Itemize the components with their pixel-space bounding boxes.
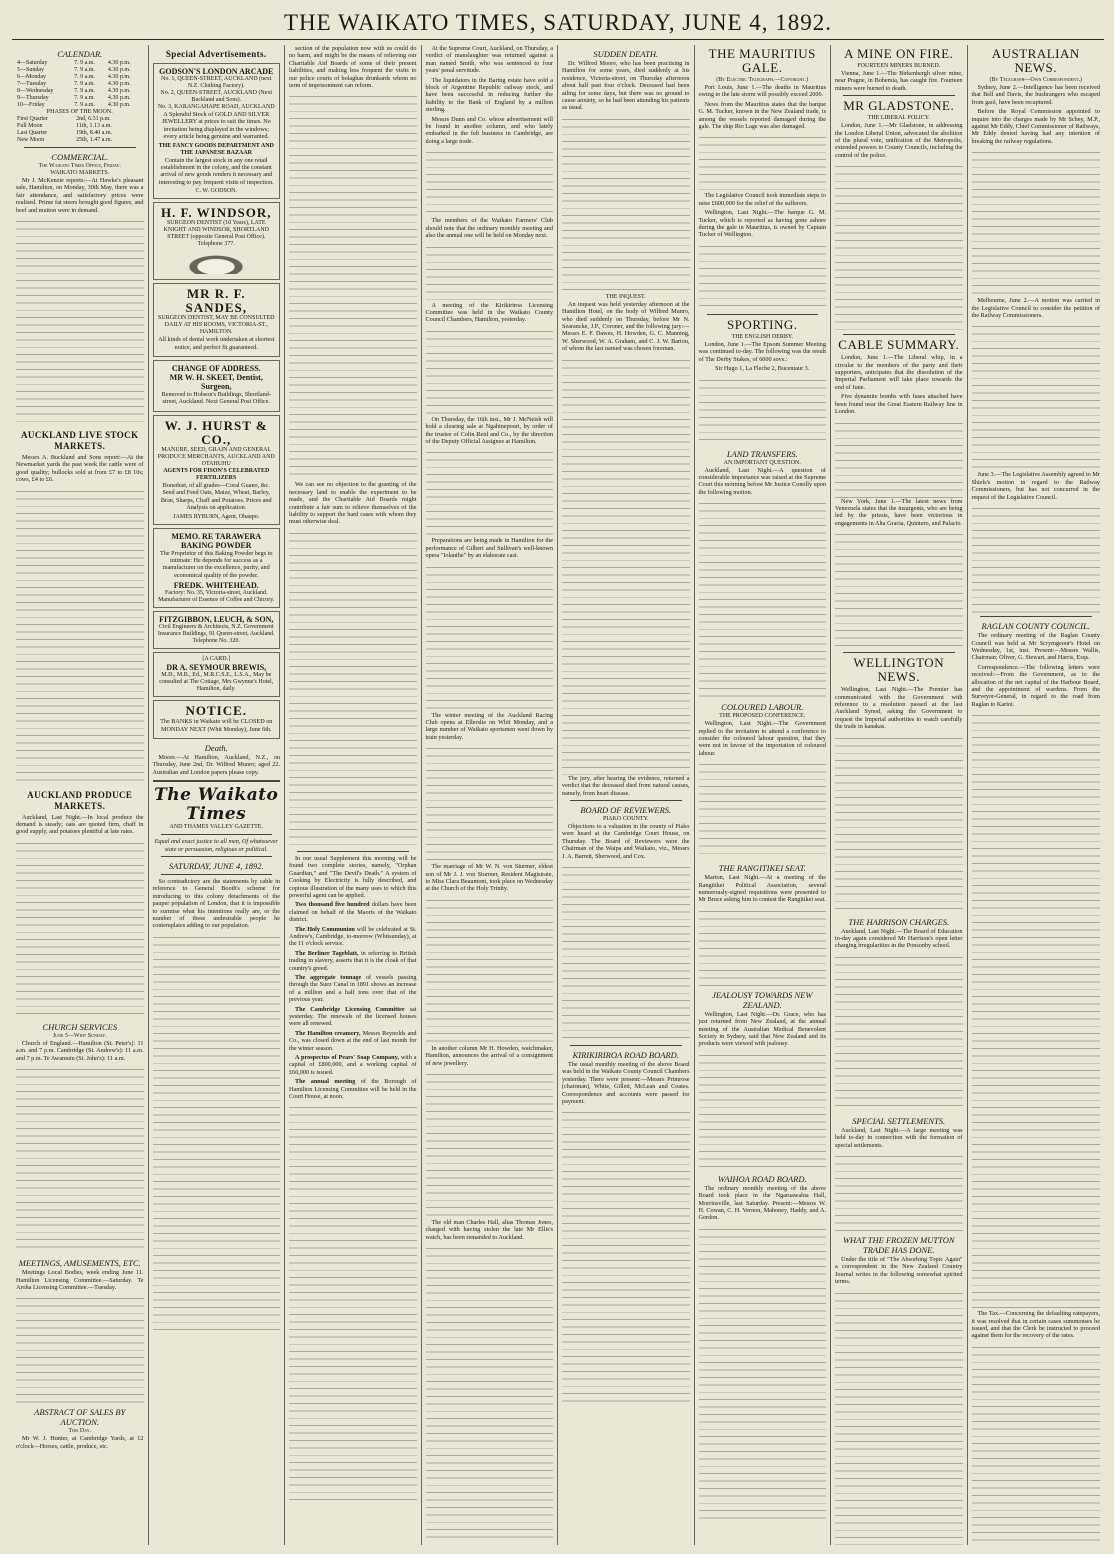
mine-fire-heading: A MINE ON FIRE. [844, 46, 954, 61]
calendar-cell: 4.30 p.m. [107, 81, 131, 87]
para-8-text: of the Borough of Hamilton Licensing Committee will be held in the Court House, at noon. [289, 1078, 417, 1101]
text-block [835, 1151, 963, 1231]
kirikiriroa-text: The usual monthly meeting of the above Board was held in the Waikato County Council Chambers yesterday. There were present:—Messrs Primrose (chairman), White, Gillett, McLean and Coates. Correspondence and accounts were passed for payment. [562, 1060, 690, 1105]
windsor-ad [153, 202, 281, 280]
news-j: In another column Mr H. Howden, watchmaker, Hamilton, announces the arrival of a consignment of new jewellery. [425, 1044, 553, 1067]
tarawera-title: MEMO. RE TARAWERA BAKING POWDER [171, 531, 262, 550]
fitzgibbon-ad [153, 611, 281, 649]
news-c: Messrs Dunn and Co. whose advertisement will be found in another column, and who lately embarked in the felt business in Cambridge, are doing a large trade. [425, 115, 553, 145]
moon-table [16, 116, 144, 144]
editorial-cont-b: We can see no objection to the granting of the necessary land to enable the experiment to be made, and the Charitable Aid Boards might contribute a fair sum to relieve themselves of the liability to support the hard cases with whom they must otherwise deal. [289, 481, 417, 526]
coloured-sub: THE PROPOSED CONFERENCE. [719, 713, 806, 720]
text-block [835, 418, 963, 498]
text-block [16, 1064, 144, 1254]
derby-text: London, June 1.—The Epsom Summer Meeting was continued to-day. The following was the result of The Derby Stakes, of 6000 sovs.: [698, 340, 826, 363]
ryburn: JAMES RYBURN, Agent, Ohaupo. [173, 513, 260, 520]
calendar-table [16, 60, 144, 109]
calendar-cell: 7. 9 a.m. [74, 95, 95, 101]
special-settlements-heading: SPECIAL SETTLEMENTS. [852, 1115, 946, 1126]
godson-address: No. 1, QUEEN-STREET, AUCKLAND (next N.Z. Clothing Factory). [161, 76, 272, 89]
sudden-death-heading: SUDDEN DEATH. [593, 49, 659, 59]
hurst-agents: AGENTS FOR FISON'S CELEBRATED FERTILIZERS [163, 467, 270, 481]
fancy-goods: THE FANCY GOODS DEPARTMENT AND THE JAPANESE BAZAAR [158, 142, 274, 156]
gladstone-text: London, June 1.—Mr Gladstone, in addressing the London Liberal Union, advocated the abolition of the plural vote, unification of the Metropolis, extended powers to County Councils, including the control of the police. [835, 122, 963, 159]
australian-news-source: (By Telegraph—Own Correspondent.) [989, 77, 1082, 83]
rangitikei-heading: THE RANGITIKEI SEAT. [718, 863, 806, 874]
godson-no3: No. 3, KARANGAHAPE ROAD, AUCKLAND [157, 104, 275, 110]
fitzgibbon-name: FITZGIBBON, LEUCH, & SON, [159, 615, 274, 625]
reviewers-text: Objections to a valuation in the county of Piako were heard at the Cambridge Court House, on Thursday. The Board of Reviewers were the Chairman of the Waipa and Waikato, viz., Messrs J. A. Barrett, Sherwood, and Cox. [562, 822, 690, 860]
windsor-name: H. F. WINDSOR, [161, 205, 272, 221]
para-3-lead: The Berliner Tageblatt, [295, 949, 359, 957]
paper-subtitle: AND THAMES VALLEY GAZETTE. [169, 824, 263, 831]
coloured-text: Wellington, Last Night.—The Government replied to the invitation to attend a conference to consider the coloured labour question, that they were not in favour of the importation of coloured labour. [698, 720, 826, 757]
moon-row [16, 116, 144, 123]
text-block [835, 1288, 963, 1545]
card-label: [A CARD.] [202, 656, 231, 663]
column-4 [422, 45, 559, 1545]
editorial-cont-a: section of the population now with us could do no harm, and might be the means of relieving our Charitable Aid Boards of some of their present liabilities, and making less frequent the visits to our police courts of bolaghas drunkards whom no term of imprisonment can reform. [289, 45, 417, 90]
para-2 [289, 926, 417, 948]
cable-text-c: New York, June 1.—The latest news from Venezuela states that the insurgents, who are being led by the priests, have been victorious in engagements in Alta Gracia, Quintero, and Palacio. [835, 497, 963, 527]
hurst-name: W. J. HURST & CO., [164, 417, 268, 447]
news-d: The members of the Waikato Farmers' Club should note that the ordinary monthly meeting and also the annual one will be held on Monday next. [425, 217, 553, 240]
calendar-cell: 7. 9 a.m. [74, 60, 95, 66]
editorial-text: So contradictory are the statements by cable in reference to General Booth's scheme for introducing to this colony detachments of the pauper population of London, that it is impossible to surmise what his intentions really are, or the number of these undesirable people he contemplates adding to our population. [152, 877, 280, 930]
moon-cell: Last Quarter [17, 130, 48, 136]
moon-heading: PHASES OF THE MOON. [46, 109, 113, 115]
text-block [972, 321, 1101, 471]
moon-cell: 11th, 1.13 a.m. [76, 123, 112, 129]
text-block [16, 216, 144, 426]
calendar-cell: 7. 9 a.m. [74, 102, 95, 108]
text-block [289, 91, 417, 481]
mine-fire-sub: FOURTEEN MINERS BURNED. [857, 63, 941, 69]
cable-text-a: London, June 1.—The Liberal whip, in a circular to the members of the party and their supporters, anticipates that the dissolution of the Imperial Parliament will take place towards the end of June. [835, 354, 963, 391]
coloured-heading: COLOURED LABOUR. [721, 702, 804, 713]
text-block [562, 862, 690, 1042]
text-block [699, 498, 827, 698]
para-6 [289, 1030, 417, 1052]
frozen-mutton-heading: WHAT THE FROZEN MUTTON TRADE HAS DONE. [842, 1235, 955, 1255]
text-block [835, 161, 963, 331]
para-1-text: dollars have been claimed on behalf of the Maoris of the Waikato district. [289, 901, 417, 924]
fitzgibbon-sub: Civil Engineers & Architects, N.Z. Government Insurance Buildings, 91 Queen-street, Auckland. Telephone No. 320. [157, 624, 275, 645]
death-text: Moore.—At Hamilton, Auckland, N.Z., on Thursday, June 2nd, Dr. Wilfred Munro; aged 22. Australian and London papers please copy. [152, 753, 280, 776]
moon-cell: 25th, 1.47 a.m. [76, 137, 113, 143]
news-i: The marriage of Mr W. N. von Sturmer, eldest son of Mr J. J. von Sturmer, Resident Magistrate, to Miss Clara Beaumont, took place on Wednesday at the Church of the Holy Trinity. [425, 863, 553, 893]
calendar-cell: 4—Saturday [17, 60, 48, 66]
text-block [835, 529, 963, 649]
church-sub: June 5—Whit Sunday. [52, 1032, 107, 1039]
column-7 [831, 45, 968, 1545]
para-4-text: of vessels passing through the Suez Canal in 1891 shows an increase of a million and a half tons over that of the previous year. [289, 973, 417, 1004]
commercial-sub: The Waikato Times Office, Friday. [38, 163, 121, 169]
notice-text: The BANKS in Waikato will be CLOSED on MONDAY NEXT (Whit Monday), June 6th. [160, 718, 273, 733]
derby-heading: THE ENGLISH DERBY. [731, 333, 793, 340]
para-1 [289, 901, 417, 923]
text-block [699, 906, 827, 986]
moon-cell: 19th, 8.40 a.m. [76, 130, 113, 136]
para-6-text: Messrs Reynolds and Co., was closed down at the end of last month for the winter season. [289, 1029, 417, 1052]
calendar-cell: 7. 9 a.m. [74, 88, 95, 94]
para-5-lead: The Cambridge Licensing Committee [295, 1005, 405, 1013]
para-8-lead: The annual meeting [295, 1078, 356, 1086]
para-7-lead: A prospectus of Pears' Soap Company, [295, 1054, 399, 1062]
para-4-lead: The aggregate tonnage [295, 973, 362, 981]
calendar-row [16, 67, 144, 74]
masthead: THE WAIKATO TIMES, SATURDAY, JUNE 4, 1892. [12, 8, 1104, 40]
australian-b: Before the Royal Commission appointed to inquire into the charges made by Mr Schey, M.P., against Mr Eddy, Chief Commissioner of Railways, Mr Eddy denied having had any intention of breaking the railway regulations. [971, 108, 1100, 145]
godson-signature: C. W. GODSON. [195, 188, 237, 195]
land-sub: AN IMPORTANT QUESTION. [723, 459, 801, 466]
notice-ad [153, 700, 281, 739]
commercial-heading: COMMERCIAL. [51, 152, 109, 162]
sandes-ad [153, 283, 281, 357]
text-block [562, 114, 690, 294]
text-block [972, 1342, 1101, 1545]
para-5-text: sat yesterday. The renewals of the licensed houses were all renewed. [289, 1005, 417, 1028]
calendar-cell: 8—Wednesday [17, 88, 54, 94]
paper-motto: Equal and exact justice to all men, Of whatsoever state or persuasion, religious or political. [154, 838, 278, 853]
inquest-verdict: The jury, after hearing the evidence, returned a verdict that the deceased died from natural causes, namely, from heart disease. [562, 774, 690, 797]
mauritius-c: The Legislative Council took immediate steps to raise £600,000 for the relief of the sufferers. [698, 192, 826, 207]
kirikiriroa-heading: KIRIKIRIROA ROAD BOARD. [572, 1049, 679, 1060]
mauritius-d: Wellington, Last Night.—The barque G. M. Tucker, which is reported as having gone ashore during the gale in Mauritius, is owned by Captain Tucker of Wellington. [698, 209, 826, 239]
church-text: Church of England.—Hamilton (St. Peter's): 11 a.m. and 7 p.m. Cambridge (St. Andrew's): 11 a.m. and 7 p.m. Te Awamutu (St. John's): 11 a.m. [16, 1039, 144, 1062]
godson-no2: No. 2, QUEEN-STREET, AUCKLAND (Next Buckland and Sons). [160, 90, 273, 103]
text-block [699, 132, 827, 192]
calendar-cell: 4.30 p.m. [107, 74, 131, 80]
raglan-text-2: Correspondence.—The following letters were received:—From the Government, as to the allocation of the net capital of the Harbour Board, and the appointment of wardens. From the Surveyor-General, in regard to the road from Raglan to Karioi. [971, 663, 1100, 708]
text-block [16, 486, 144, 786]
auckland-produce-text: Auckland, Last Night.—In local produce the demand is steady; oats are quoted firm, chaff in good supply, and potatoes plentiful at late rates. [16, 813, 144, 836]
text-block [426, 147, 554, 217]
change-address: CHANGE OF ADDRESS. [171, 364, 261, 374]
hurst-ad [153, 415, 281, 525]
text-block [562, 1107, 690, 1407]
raglan-text-3: The Tax.—Concerning the defaulting ratepayers, it was resolved that in certain cases summonses be issued, and that the Clerk be instructed to proceed against them for the recovery of the rates. [971, 1310, 1100, 1340]
australian-d: June 3.—The Legislative Assembly agreed to Mr Shiels's motion in regard to the Railway Commissioners, but has not concurred in the request of the Legislative Council. [971, 471, 1100, 501]
meetings-text: Meetings Local Bodies, week ending June 11. Hamilton Licensing Committee.—Saturday. Te Aroha Licensing Committee.—Tuesday. [16, 1269, 144, 1291]
calendar-row [16, 95, 144, 102]
moon-row [16, 137, 144, 144]
wellington-text: Wellington, Last Night.—The Premier has communicated with the Government with reference to a resolution passed at the last Auckland Synod, asking the Government to request the Imperial authorities to watch carefully the trade in kanakas. [835, 686, 963, 731]
para-1-lead: Two thousand five hundred [295, 901, 370, 909]
moon-cell: First Quarter [17, 116, 48, 122]
raglan-text: The ordinary meeting of the Raglan County Council was held at Mr Scrymgeour's Hotel on Wednesday, 1st, inst. Present:—Messrs Wallis, Chairman; Oliver, G. Stewart, and Harris, Esqs. [971, 632, 1100, 662]
special-ads-heading: Special Advertisements. [165, 49, 267, 59]
calendar-cell: 7. 9 a.m. [74, 74, 95, 80]
mine-fire-text: Vienna, June 1.—The Birkenbergh silver mine, near Pragne, in Bohemia, has caught fire. Fourteen miners were burned to death. [835, 70, 963, 92]
calendar-row [16, 102, 144, 109]
calendar-cell: 10—Friday [17, 102, 45, 108]
para-7 [289, 1054, 417, 1076]
tarawera-text: The Proprietor of this Baking Powder begs to intimate: He depends for success as a manufacturer on the excellence, purity, and economical quality of the powder. [159, 549, 273, 579]
hurst-text: Bonedust, of all grades—Coral Guano, &c. Seed and Feed Oats, Maize, Wheat, Barley, Bran, Sharps, Chaff and Potatoes. Prices and Analysis on application. [160, 481, 272, 512]
sudden-death-text: Dr. Wilfred Moore, who has been practising in Hamilton for some years, died suddenly at his residence, Victoria-street, on Thursday afternoon about half past four o'clock. Deceased had been ailing for some days, but there was no ground to cause anxiety, so he had been attending his patients as usual. [562, 60, 690, 112]
mauritius-b: News from the Mauritius states that the barque G. M. Tucker, known in the New Zealand trade, is among the vessels reported damaged during the gale. The ship Rio Lage was also damaged. [698, 100, 826, 131]
harrison-text: Auckland, Last Night.—The Board of Education to-day again considered Mr Harrison's open letter charging irregularities in the Ponsonby school. [835, 927, 963, 950]
tarawera-ad [153, 528, 281, 609]
calendar-cell: 7—Tuesday [17, 81, 47, 87]
sandes-sub: SURGEON DENTIST, MAY BE CONSULTED DAILY AT HIS ROOMS, VICTORIA-ST., HAMILTON. [158, 315, 275, 336]
sandes-name: MR R. F. SANDES, [185, 286, 248, 316]
gladstone-sub: THE LIBERAL POLICY. [867, 115, 930, 122]
abstract-heading: ABSTRACT OF SALES BY AUCTION. [34, 1407, 126, 1428]
columns [12, 45, 1104, 1545]
text-block [562, 355, 690, 775]
news-g: Preparations are being made in Hamilton for the performance of Gilbert and Sullivan's well-known opera "Iolanthe" by an elaborate cast. [425, 537, 553, 560]
para-3 [289, 950, 417, 972]
gladstone-heading: MR GLADSTONE. [843, 98, 955, 114]
column-5 [558, 45, 695, 1545]
australian-news-heading: AUSTRALIAN NEWS. [991, 46, 1080, 75]
brewis-name: DR A. SEYMOUR BREWIS, [166, 663, 267, 673]
para-4 [289, 974, 417, 1004]
australian-c: Melbourne, June 2.—A motion was carried in the Legislative Council to consider the petition of the Railway Commissioners. [971, 297, 1100, 320]
calendar-cell: 4.30 p.m. [107, 95, 131, 101]
text-block [835, 952, 963, 1112]
news-h: The winter meeting of the Auckland Racing Club opens at Ellerslie on Whit Monday, and a large number of Waikato sportsmen went down by train yesterday. [425, 711, 553, 741]
text-block [426, 447, 554, 537]
calendar-cell: 4.30 p.m. [107, 88, 131, 94]
calendar-row [16, 60, 144, 67]
godson-ad [153, 63, 281, 199]
jealousy-text: Wellington, Last Night.—Dr. Grace, who has just returned from New Zealand, at the annual meeting of the Australian Medical Benevolent Society in Sydney, said that New Zealand and its products were viewed with jealousy. [698, 1010, 826, 1048]
windsor-sub: SURGEON DENTIST (10 Years), LATE KNIGHT AND WINDSOR, SHORTLAND STREET (opposite General Post Office). Telephone 377. [163, 220, 269, 248]
calendar-cell: 9—Thursday [17, 95, 49, 101]
land-heading: LAND TRANSFERS. [726, 448, 798, 459]
text-block [699, 1224, 827, 1524]
supplement-text: In our usual Supplement this morning will be found two complete stories, namely, "Orphan Guardian," and "The Devil's Death." A system of Cooking by Electricity is fully described, and copious illustration of the many uses to which this powerful agent can be applied. [289, 854, 417, 899]
reviewers-heading: BOARD OF REVIEWERS. [580, 804, 672, 815]
mauritius-a: Port Louis, June 1.—The deaths in Mauritius owing to the late storm will possibly exceed 2000. [698, 84, 826, 99]
calendar-cell: 7. 9 a.m. [74, 81, 95, 87]
godson-name: GODSON'S LONDON ARCADE [159, 67, 274, 76]
text-block [972, 503, 1101, 613]
mauritius-heading: THE MAURITIUS GALE. [708, 46, 816, 75]
calendar-row [16, 74, 144, 81]
text-block [835, 733, 963, 913]
calendar-cell: 4.30 p.m. [107, 60, 131, 66]
moon-cell: Full Moon [17, 123, 43, 129]
skeet-name: MR W. H. SKEET, Dentist, Surgeon, [169, 373, 263, 392]
moon-cell: 2nd, 6.31 p.m. [76, 116, 111, 122]
inquest-heading: THE INQUEST. [605, 293, 646, 300]
special-settlements-text: Auckland, Last Night.—A large meeting was held to-day in connection with the formation of special settlements. [835, 1126, 963, 1149]
text-block [426, 1243, 554, 1543]
land-text: Auckland, Last Night.—A question of considerable importance was raised at the Supreme Court this morning before Mr Justice Conolly upon the following motion. [698, 466, 826, 496]
calendar-cell: 4.30 p.m. [107, 102, 131, 108]
inquest-text: An inquest was held yesterday afternoon at the Hamilton Hotel, on the body of Wilfred Munro, who died suddenly on Thursday, before Mr N. Searancke, J.P., Coroner, and the following jury:—Messrs E. F. Dawes, H. Howden, G. C. Manning, W. Sherwood, W. A. Graham, and C. J. W. Barton, of whom the last named was chosen foreman. [562, 300, 690, 353]
para-8 [289, 1078, 417, 1100]
text-block [426, 562, 554, 712]
brewis-text: M.D., M.B., Ed., M.R.C.S.E., L.S.A., May be consulted at The Cottage, Mrs Gwynne's Hotel, Hamilton, daily. [159, 672, 274, 693]
notice-title: NOTICE. [185, 703, 248, 719]
text-block [426, 242, 554, 302]
moon-row [16, 123, 144, 130]
raglan-heading: RAGLAN COUNTY COUNCIL. [981, 621, 1090, 632]
calendar-row [16, 81, 144, 88]
derby-result: Sir Hugo 1, La Fleche 2, Bucentaur 3. [715, 365, 810, 373]
abstract-sub: This Day. [68, 1428, 92, 1435]
australian-a: Sydney, June 2.—Intelligence has been received that Bell and Davis, the bushrangers who escaped from gaol, have been recaptured. [971, 84, 1100, 106]
text-block [16, 1293, 144, 1403]
reviewers-sub: PIAKO COUNTY. [602, 815, 649, 822]
para-7-text: with a capital of £800,000, and a working capital of £60,000 is issued. [289, 1054, 417, 1076]
whitehead-name: FREDK. WHITEHEAD. [173, 581, 259, 591]
denture-illustration [176, 250, 256, 274]
abstract-text: Mr W. J. Hunter, at Cambridge Yards, at 12 o'clock—Horses, cattle, produce, etc. [16, 1435, 144, 1450]
column-1 [12, 45, 149, 1545]
harrison-heading: THE HARRISON CHARGES. [848, 916, 950, 927]
para-6-lead: The Hamilton creamery, [295, 1029, 361, 1037]
cable-text-b: Five dynamite bombs with fuses attached have been found near the Great Eastern Railway line in London. [835, 393, 963, 416]
news-f: On Thursday, the 16th inst., Mr J. McNeish will hold a clearing sale at Ngahinepouri, by order of the trustee of Colin Reid and Co., by the direction of the Deputy Official Assignee at Hamilton. [425, 415, 553, 445]
waihoa-heading: WAIHOA ROAD BOARD. [717, 1173, 807, 1184]
news-b: The liquidators in the Baring estate have sold a block of Argentine Republic railway stock, and have been successful in reducing further the liability to the Bank of England by a million sterling. [425, 76, 553, 114]
calendar-cell: 7. 9 a.m. [74, 67, 95, 73]
text-block [699, 759, 827, 859]
sporting-heading: SPORTING. [726, 316, 798, 332]
skeet-text: Removed to Hobson's Buildings, Shortland-street, Auckland. Next General Post Office. [161, 391, 271, 406]
news-k: The old man Charles Hall, alias Thomas Jones, charged with having stolen the late Mr Ellis's watch, has been remanded to Auckland. [425, 1219, 553, 1241]
text-block [972, 710, 1101, 1310]
whitehead-text: Factory: No. 35, Victoria-street, Auckland. Manufacturer of Essence of Coffee and Chicory. [158, 590, 275, 604]
waihoa-text: The ordinary monthly meeting of the above Board took place in the Ngaruawahia Hall, Morrinsville, last Saturday. Present:—Messrs W. H. Cowan, C. H. Vernon, Mahoney, Haddy, and A. Gordon. [698, 1184, 826, 1222]
text-block [16, 838, 144, 1018]
hurst-sub: MANURE, SEED, GRAIN AND GENERAL PRODUCE MERCHANTS, AUCKLAND AND OTAHUHU [157, 446, 275, 467]
paper-title: The Waikato Times [154, 785, 279, 825]
text-block [699, 1050, 827, 1170]
moon-cell: New Moon [17, 137, 45, 143]
meetings-heading: MEETINGS, AMUSEMENTS, ETC. [18, 1258, 141, 1269]
text-block [289, 528, 417, 848]
text-block [699, 241, 827, 311]
text-block [426, 1069, 554, 1219]
sandes-text: All kinds of dental work undertaken at shortest notice, and perfect fit guaranteed. [158, 336, 275, 351]
auckland-live-text: Messrs A. Buckland and Sons report:—At the Newmarket yards the past week the cattle were of good quality; bullocks sold at from £7 to £8 10s; cows, £4 to £6. [16, 454, 144, 484]
text-block [426, 895, 554, 1045]
auckland-live-heading: AUCKLAND LIVE STOCK MARKETS. [21, 430, 139, 452]
para-2-text: will be celebrated at St. Andrew's, Cambridge, to-morrow (Whitsunday), at the 11 o'clock service. [289, 925, 417, 948]
frozen-mutton-text: Under the title of "The Absorbing Topic Again" a correspondent in the New Zealand Country Journal writes in the following somewhat spirited terms. [835, 1256, 963, 1286]
news-a: At the Supreme Court, Auckland, on Thursday, a verdict of manslaughter was returned against a man named Smith, who was sentenced to four years' penal servitude. [425, 45, 553, 75]
column-6 [695, 45, 832, 1545]
calendar-heading: CALENDAR. [57, 49, 103, 59]
text-block [153, 932, 281, 1332]
rangitikei-text: Marton, Last Night.—At a meeting of the Rangitikei Political Association, several numerously-signed requisitions were presented to Mr Bruce asking him to contest the Rangitikei seat. [698, 874, 826, 904]
column-3 [285, 45, 422, 1545]
para-3-text: in referring to British trading in slavery, asserts that it is the cloak of that country's greed. [289, 949, 417, 972]
column-2 [149, 45, 286, 1545]
text-block [426, 743, 554, 863]
calendar-cell: 6—Monday [17, 74, 46, 80]
brewis-ad [153, 652, 281, 697]
church-heading: CHURCH SERVICES [42, 1021, 118, 1032]
text-block [289, 1102, 417, 1502]
calendar-cell: 5—Sunday [17, 67, 44, 73]
para-2-lead: The Holy Communion [295, 925, 355, 933]
paper-date: SATURDAY, JUNE 4, 1892. [168, 860, 264, 871]
text-block [972, 147, 1101, 297]
cable-heading: CABLE SUMMARY. [838, 337, 960, 353]
godson-text: A Splendid Stock of GOLD AND SILVER JEWELLERY at prices to suit the times. No invitation being displayed in the windows; every article being genuine and warranted. [161, 111, 271, 141]
text-block [426, 326, 554, 416]
auckland-produce-heading: AUCKLAND PRODUCE MARKETS. [27, 789, 133, 811]
fancy-text: Contain the largest stock in any one retail establishment in the colony, and the constant arrival of new goods renders it necessary and interesting to pay frequent visits of inspection. [158, 156, 274, 186]
text-block [699, 375, 827, 445]
moon-row [16, 130, 144, 137]
mauritius-source: (By Electric Telegraph.—Copyright.) [716, 77, 809, 83]
calendar-cell: 4.30 p.m. [107, 67, 131, 73]
death-heading: Death. [204, 742, 228, 753]
markets-heading: WAIKATO MARKETS. [50, 170, 110, 176]
column-8 [968, 45, 1105, 1545]
jealousy-heading: JEALOUSY TOWARDS NEW ZEALAND. [712, 989, 813, 1010]
calendar-row [16, 88, 144, 95]
para-5 [289, 1006, 417, 1028]
skeet-ad [153, 360, 281, 412]
wellington-heading: WELLINGTON NEWS. [853, 655, 945, 685]
markets-text: Mr J. McKenzie reports:—At Hawke's pleasant sale, Hamilton, on Monday, 30th May, there was a fair attendance, and satisfactory prices were realised. Prime fat steers brought good figures, and beef and mutton were in demand. [16, 177, 144, 214]
news-e: A meeting of the Kirikiriroa Licensing Committee was held in the Waikato County Council Chambers, Hamilton, yesterday. [425, 301, 553, 324]
